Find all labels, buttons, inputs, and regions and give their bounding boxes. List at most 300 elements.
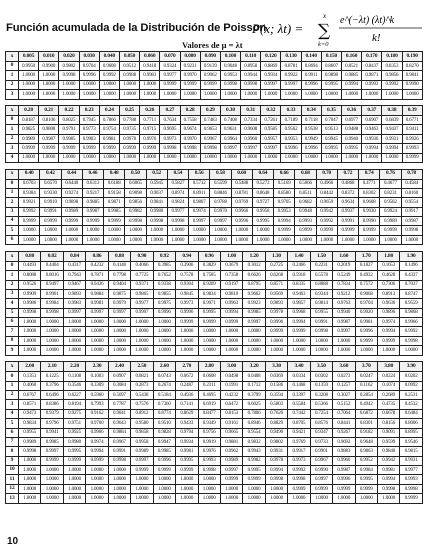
x-value-cell: 1	[6, 71, 19, 80]
probability-cell: 0.1257	[333, 381, 355, 390]
probability-cell: 0.6839	[382, 116, 402, 125]
probability-cell: 0.9324	[160, 62, 180, 71]
probability-cell: 0.9418	[140, 62, 160, 71]
table-row	[6, 235, 423, 244]
probability-cell: 0.9987	[39, 134, 59, 143]
probability-cell: 0.9999	[180, 80, 200, 89]
probability-cell: 0.9993	[198, 456, 220, 465]
mu-header-cell: 0.80	[19, 251, 41, 261]
probability-cell: 1.0000	[189, 235, 210, 244]
mu-header-cell: 0.110	[241, 52, 261, 62]
probability-cell: 0.9349	[198, 419, 220, 428]
probability-cell: 0.9999	[82, 217, 103, 226]
table-row	[6, 62, 423, 71]
probability-cell: 0.8442	[316, 188, 337, 197]
probability-cell: 0.1225	[41, 372, 63, 381]
probability-cell: 0.9898	[61, 198, 82, 207]
probability-cell: 0.7578	[176, 271, 198, 280]
table-row	[6, 381, 423, 390]
probability-cell: 1.0000	[382, 90, 402, 99]
probability-cell: 0.5827	[167, 179, 188, 188]
probability-cell: 1.0000	[131, 336, 153, 345]
probability-cell: 0.9510	[153, 419, 175, 428]
mu-header-cell: 0.080	[180, 52, 200, 62]
probability-cell: 1.0000	[19, 484, 41, 493]
probability-cell: 0.9648	[355, 437, 377, 446]
probability-cell: 0.9788	[210, 198, 231, 207]
mu-header-cell: 0.140	[301, 52, 321, 62]
table-row	[6, 437, 423, 446]
x-value-cell: 3	[6, 400, 19, 409]
table-row	[6, 280, 423, 289]
probability-cell: 0.9769	[288, 437, 310, 446]
x-value-cell: 13	[6, 494, 19, 503]
probability-cell: 0.9992	[316, 217, 337, 226]
probability-cell: 0.3208	[310, 390, 332, 399]
probability-cell: 0.9554	[401, 198, 422, 207]
probability-cell: 0.7993	[86, 400, 108, 409]
probability-cell: 1.0000	[82, 226, 103, 235]
probability-cell: 0.3829	[198, 261, 220, 270]
probability-cell: 0.9997	[333, 327, 355, 336]
probability-cell: 0.8006	[400, 419, 422, 428]
probability-cell: 0.0202	[400, 372, 422, 381]
table-row	[6, 226, 423, 235]
probability-cell: 1.0000	[19, 346, 41, 355]
probability-cell: 0.6268	[265, 271, 287, 280]
probability-cell: 0.6626	[243, 271, 265, 280]
probability-cell: 0.5273	[252, 179, 273, 188]
probability-cell: 0.3799	[243, 390, 265, 399]
probability-cell: 0.7725	[131, 271, 153, 280]
probability-cell: 0.7572	[355, 280, 377, 289]
probability-cell: 0.8511	[295, 188, 316, 197]
formula-sum-top: x	[323, 12, 327, 20]
probability-cell: 0.9941	[41, 428, 63, 437]
probability-cell: 1.0000	[63, 494, 85, 503]
mu-header-cell: 0.40	[19, 169, 40, 179]
probability-cell: 0.6472	[220, 400, 242, 409]
probability-cell: 0.9985	[104, 207, 125, 216]
probability-cell: 1.0000	[378, 346, 400, 355]
probability-cell: 0.9997	[220, 466, 242, 475]
probability-cell: 0.9979	[108, 299, 130, 308]
probability-cell: 0.9986	[19, 299, 41, 308]
x-value-cell: 1	[6, 188, 19, 197]
probability-cell: 0.8088	[310, 280, 332, 289]
x-value-cell: 11	[6, 475, 19, 484]
probability-cell: 0.8437	[362, 62, 382, 71]
probability-cell: 1.0000	[86, 327, 108, 336]
probability-cell: 0.1653	[378, 261, 400, 270]
probability-cell: 0.9999	[104, 217, 125, 226]
probability-cell: 0.9977	[167, 207, 188, 216]
mu-header-cell: 0.70	[316, 169, 337, 179]
x-value-cell: 0	[6, 116, 19, 125]
probability-cell: 0.9411	[402, 125, 422, 134]
probability-cell: 1.0000	[243, 484, 265, 493]
probability-cell: 0.9643	[108, 419, 130, 428]
mu-header-cell: 2.60	[153, 362, 175, 372]
table-row	[6, 336, 423, 345]
probability-cell: 0.9981	[378, 466, 400, 475]
probability-cell: 0.9994	[378, 475, 400, 484]
probability-cell: 1.0000	[59, 80, 79, 89]
probability-cell: 1.0000	[41, 336, 63, 345]
probability-cell: 1.0000	[131, 475, 153, 484]
probability-cell: 0.9982	[125, 207, 146, 216]
probability-cell: 0.4060	[19, 381, 41, 390]
probability-cell: 0.9967	[310, 456, 332, 465]
probability-cell: 0.6440	[61, 179, 82, 188]
probability-cell: 0.9269	[198, 280, 220, 289]
probability-cell: 0.9996	[265, 318, 287, 327]
probability-cell: 0.9662	[243, 289, 265, 298]
mu-header-cell: 0.28	[180, 106, 200, 116]
probability-cell: 0.9952	[355, 456, 377, 465]
probability-cell: 0.7871	[86, 271, 108, 280]
mu-header-cell: 0.100	[220, 52, 240, 62]
probability-cell: 0.7626	[265, 409, 287, 418]
probability-cell: 0.9999	[359, 226, 380, 235]
probability-cell: 0.9995	[321, 80, 341, 89]
probability-cell: 0.6907	[362, 116, 382, 125]
mu-header-cell: 3.40	[288, 362, 310, 372]
probability-cell: 0.9497	[41, 280, 63, 289]
probability-cell: 0.9995	[63, 447, 85, 456]
probability-cell: 1.0000	[167, 235, 188, 244]
probability-cell: 0.9999	[274, 226, 295, 235]
probability-cell: 0.8386	[41, 400, 63, 409]
probability-cell: 0.8607	[321, 62, 341, 71]
probability-cell: 0.8580	[274, 188, 295, 197]
probability-cell: 0.8160	[401, 188, 422, 197]
probability-cell: 1.0000	[41, 475, 63, 484]
probability-cell: 0.9421	[288, 428, 310, 437]
mu-header-cell: 3.60	[333, 362, 355, 372]
probability-cell: 1.0000	[231, 226, 252, 235]
probability-cell: 0.9608	[359, 198, 380, 207]
probability-cell: 0.9963	[220, 299, 242, 308]
probability-cell: 0.9999	[131, 466, 153, 475]
probability-cell: 0.9868	[400, 308, 422, 317]
mu-header-cell: 0.170	[362, 52, 382, 62]
table-row	[6, 207, 423, 216]
probability-cell: 0.9997	[108, 308, 130, 317]
probability-cell: 0.9999	[288, 327, 310, 336]
table-row	[6, 400, 423, 409]
mu-header-cell: 0.50	[125, 169, 146, 179]
mu-header-cell: 2.40	[108, 362, 130, 372]
probability-cell: 0.9347	[310, 428, 332, 437]
x-value-cell: 9	[6, 456, 19, 465]
probability-cell: 1.0000	[153, 484, 175, 493]
probability-cell: 1.0000	[19, 456, 41, 465]
probability-cell: 0.9991	[310, 318, 332, 327]
probability-cell: 0.9999	[41, 456, 63, 465]
probability-cell: 0.7945	[79, 116, 99, 125]
probability-cell: 1.0000	[160, 153, 180, 162]
mu-header-cell: 0.94	[176, 251, 198, 261]
probability-cell: 0.3309	[86, 381, 108, 390]
probability-cell: 0.9513	[321, 125, 341, 134]
probability-cell: 1.0000	[86, 318, 108, 327]
probability-cell: 1.0000	[86, 466, 108, 475]
probability-cell: 0.9955	[310, 308, 332, 317]
probability-cell: 1.0000	[59, 153, 79, 162]
probability-cell: 0.9832	[243, 437, 265, 446]
probability-cell: 0.9920	[355, 308, 377, 317]
probability-cell: 1.0000	[310, 494, 332, 503]
probability-cell: 1.0000	[333, 494, 355, 503]
mu-header-cell: 0.30	[220, 106, 240, 116]
poisson-table-3	[5, 251, 423, 356]
probability-cell: 0.7261	[261, 116, 281, 125]
probability-cell: 0.9942	[316, 207, 337, 216]
x-value-cell: 5	[6, 308, 19, 317]
mu-header-cell: 0.23	[79, 106, 99, 116]
mu-header-cell: 2.50	[131, 362, 153, 372]
probability-cell: 0.9825	[19, 125, 39, 134]
probability-cell: 0.9999	[243, 475, 265, 484]
probability-cell: 0.9910	[40, 198, 61, 207]
probability-cell: 0.9981	[99, 134, 119, 143]
probability-cell: 0.9871	[104, 198, 125, 207]
probability-cell: 0.9973	[288, 456, 310, 465]
mu-header-cell: 0.150	[321, 52, 341, 62]
probability-cell: 0.9942	[378, 456, 400, 465]
probability-cell: 0.9975	[153, 299, 175, 308]
probability-cell: 0.9161	[220, 419, 242, 428]
probability-cell: 0.9068	[355, 289, 377, 298]
table-row	[6, 318, 423, 327]
mu-header-cell: 3.00	[220, 362, 242, 372]
probability-cell: 1.0000	[243, 346, 265, 355]
probability-cell: 0.9585	[261, 125, 281, 134]
probability-cell: 0.3985	[153, 261, 175, 270]
mu-header-cell: 0.46	[82, 169, 103, 179]
probability-cell: 0.9909	[19, 289, 41, 298]
probability-cell: 1.0000	[153, 327, 175, 336]
probability-cell: 0.8088	[19, 271, 41, 280]
mu-header-cell: 0.020	[59, 52, 79, 62]
probability-cell: 0.9917	[401, 207, 422, 216]
probability-cell: 0.9863	[355, 447, 377, 456]
probability-cell: 0.9973	[176, 299, 198, 308]
formula-sum-sign: ∑	[318, 21, 331, 41]
probability-cell: 1.0000	[104, 235, 125, 244]
probability-cell: 1.0000	[108, 466, 130, 475]
probability-cell: 0.7483	[200, 116, 220, 125]
probability-cell: 0.9994	[86, 447, 108, 456]
probability-cell: 0.9997	[131, 456, 153, 465]
mu-header-cell: 0.27	[160, 106, 180, 116]
probability-cell: 0.3906	[176, 261, 198, 270]
mu-header-cell: 0.56	[189, 169, 210, 179]
probability-cell: 1.0000	[176, 336, 198, 345]
table-row	[6, 179, 423, 188]
x-column-header: x	[6, 52, 19, 62]
probability-cell: 0.1827	[355, 261, 377, 270]
probability-cell: 0.8829	[265, 419, 287, 428]
probability-cell: 1.0000	[295, 235, 316, 244]
probability-cell: 0.9977	[160, 71, 180, 80]
probability-cell: 0.4942	[355, 400, 377, 409]
probability-cell: 1.0000	[19, 80, 39, 89]
x-value-cell: 8	[6, 336, 19, 345]
probability-cell: 0.9982	[243, 456, 265, 465]
probability-cell: 1.0000	[19, 475, 41, 484]
probability-cell: 0.8156	[378, 419, 400, 428]
probability-cell: 0.9985	[41, 437, 63, 446]
probability-cell: 1.0000	[140, 90, 160, 99]
probability-cell: 1.0000	[362, 153, 382, 162]
probability-cell: 0.9997	[210, 217, 231, 226]
probability-cell: 1.0000	[378, 494, 400, 503]
probability-cell: 0.9841	[146, 198, 167, 207]
probability-cell: 0.9999	[99, 144, 119, 153]
probability-cell: 0.8025	[59, 116, 79, 125]
probability-cell: 1.0000	[131, 494, 153, 503]
probability-cell: 0.9580	[131, 419, 153, 428]
probability-cell: 0.1359	[310, 381, 332, 390]
probability-cell: 0.9814	[310, 299, 332, 308]
mu-header-cell: 0.96	[198, 251, 220, 261]
probability-cell: 1.0000	[176, 494, 198, 503]
probability-cell: 0.9944	[241, 71, 261, 80]
probability-cell: 1.0000	[401, 235, 422, 244]
table-header-row	[6, 362, 423, 372]
probability-cell: 0.9810	[220, 289, 242, 298]
probability-cell: 1.0000	[321, 90, 341, 99]
probability-cell: 0.9893	[63, 289, 85, 298]
probability-cell: 0.9998	[220, 80, 240, 89]
page-number: 10	[7, 536, 19, 547]
mu-header-cell: 0.010	[39, 52, 59, 62]
probability-cell: 0.9999	[220, 475, 242, 484]
probability-cell: 0.8571	[265, 280, 287, 289]
probability-cell: 0.9999	[378, 336, 400, 345]
mu-header-cell: 0.030	[79, 52, 99, 62]
probability-cell: 1.0000	[220, 336, 242, 345]
probability-cell: 0.9871	[362, 71, 382, 80]
mu-header-cell: 2.30	[86, 362, 108, 372]
probability-cell: 0.9995	[321, 144, 341, 153]
probability-cell: 0.9998	[400, 484, 422, 493]
probability-cell: 1.0000	[19, 494, 41, 503]
probability-cell: 0.9999	[288, 484, 310, 493]
probability-cell: 1.0000	[140, 153, 160, 162]
probability-cell: 0.9994	[378, 327, 400, 336]
probability-cell: 0.9974	[86, 437, 108, 446]
probability-cell: 0.9996	[281, 144, 301, 153]
probability-cell: 0.7118	[301, 116, 321, 125]
probability-cell: 0.9999	[140, 144, 160, 153]
probability-cell: 0.8912	[131, 409, 153, 418]
probability-cell: 0.9901	[41, 289, 63, 298]
probability-cell: 0.9991	[337, 217, 358, 226]
probability-cell: 0.9998	[400, 336, 422, 345]
probability-cell: 0.5366	[310, 400, 332, 409]
probability-cell: 1.0000	[108, 346, 130, 355]
probability-cell: 0.8747	[400, 289, 422, 298]
probability-cell: 1.0000	[86, 494, 108, 503]
probability-cell: 0.9865	[131, 289, 153, 298]
probability-cell: 1.0000	[342, 153, 362, 162]
probability-cell: 0.8648	[252, 188, 273, 197]
probability-cell: 0.9217	[82, 188, 103, 197]
mu-header-cell: 1.20	[243, 251, 265, 261]
probability-cell: 0.8477	[198, 409, 220, 418]
probability-cell: 1.0000	[41, 318, 63, 327]
probability-cell: 1.0000	[63, 475, 85, 484]
probability-cell: 1.0000	[380, 235, 401, 244]
probability-cell: 1.0000	[39, 80, 59, 89]
probability-cell: 0.8372	[337, 188, 358, 197]
mu-header-cell: 0.33	[281, 106, 301, 116]
x-value-cell: 6	[6, 235, 19, 244]
probability-cell: 0.4337	[400, 271, 422, 280]
probability-cell: 0.9488	[342, 125, 362, 134]
probability-cell: 0.9998	[265, 475, 287, 484]
probability-cell: 0.9998	[401, 226, 422, 235]
probability-cell: 0.9433	[176, 419, 198, 428]
mu-header-cell: 0.160	[342, 52, 362, 62]
probability-cell: 0.9695	[160, 125, 180, 134]
probability-cell: 0.8846	[210, 188, 231, 197]
probability-cell: 0.9999	[176, 318, 198, 327]
probability-cell: 0.9967	[200, 134, 220, 143]
probability-cell: 0.9546	[400, 437, 422, 446]
probability-cell: 0.9379	[41, 409, 63, 418]
probability-cell: 0.9984	[355, 466, 377, 475]
probability-cell: 0.6188	[104, 179, 125, 188]
probability-cell: 0.9980	[63, 437, 85, 446]
probability-cell: 0.9999	[153, 466, 175, 475]
probability-cell: 0.9599	[378, 437, 400, 446]
probability-cell: 0.9733	[310, 437, 332, 446]
probability-cell: 0.9999	[337, 226, 358, 235]
probability-cell: 0.9994	[382, 144, 402, 153]
probability-cell: 0.9978	[265, 308, 287, 317]
probability-cell: 0.9989	[19, 437, 41, 446]
probability-cell: 1.0000	[63, 336, 85, 345]
probability-cell: 0.9981	[355, 318, 377, 327]
mu-header-cell: 0.32	[261, 106, 281, 116]
probability-cell: 0.9994	[265, 466, 287, 475]
probability-cell: 0.9983	[63, 299, 85, 308]
probability-cell: 0.0672	[176, 372, 198, 381]
table-row	[6, 456, 423, 465]
probability-cell: 0.4936	[176, 390, 198, 399]
probability-cell: 0.7037	[400, 280, 422, 289]
probability-cell: 0.5578	[310, 271, 332, 280]
probability-cell: 1.0000	[160, 90, 180, 99]
table-row	[6, 90, 423, 99]
probability-cell: 0.9791	[59, 125, 79, 134]
probability-cell: 0.9922	[281, 71, 301, 80]
mu-header-cell: 3.70	[355, 362, 377, 372]
probability-cell: 0.9992	[99, 71, 119, 80]
probability-cell: 1.0000	[402, 90, 422, 99]
table-header-row	[6, 169, 423, 179]
probability-cell: 1.0000	[220, 153, 240, 162]
probability-cell: 0.9705	[274, 198, 295, 207]
mu-header-cell: 0.76	[380, 169, 401, 179]
probability-cell: 0.6227	[63, 390, 85, 399]
probability-cell: 0.9824	[167, 198, 188, 207]
probability-cell: 0.9490	[265, 428, 287, 437]
